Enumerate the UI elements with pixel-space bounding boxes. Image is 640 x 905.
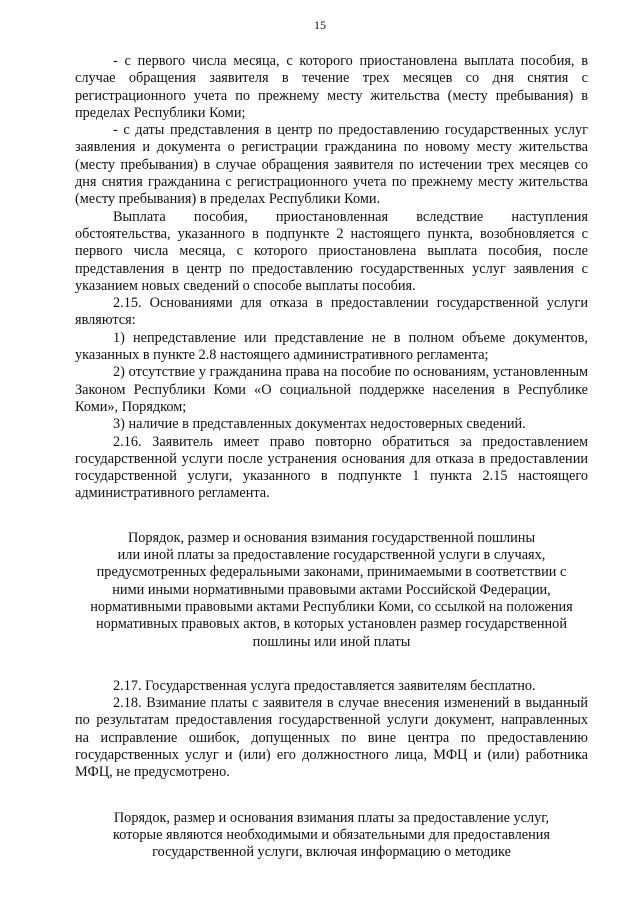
page-number: 15: [314, 18, 326, 32]
document-body: [75, 53, 588, 861]
heading-line: или иной платы за предоставление государственной услуги в случаях,: [117, 547, 546, 564]
heading-line: пошлины или иной платы: [252, 633, 411, 650]
paragraph-2-15-item-3: 3) наличие в представленных документах недостоверных сведений.: [113, 416, 526, 433]
heading-line: нормативными правовыми актами Республики Коми, со ссылкой на положения: [90, 598, 573, 615]
heading-line: Порядок, размер и основания взимания платы за предоставление услуг,: [113, 809, 550, 826]
section-heading-required-services-fee: [75, 810, 588, 862]
section-heading-state-fee: [75, 530, 588, 651]
heading-line: ними иными нормативными правовыми актами Российской Федерации,: [112, 581, 551, 598]
paragraph-payment-resumed: Выплата пособия, приостановленная вследствие наступления обстоятельства, указанного в подпункте 2 настоящего пункта, возобновляется с первого числа месяца, с которого приостановлена выплата пособия, после представления в центр по предоставлению государственных услуг заявления с указанием новых сведений о способе выплаты пособия.: [75, 208, 588, 294]
paragraph-resume-first-day: - с первого числа месяца, с которого приостановлена выплата пособия, в случае обращения заявителя в течение трех месяцев со дня снятия с регистрационного учета по прежнему месту жительства (месту пребывания) в пределах Республики Коми;: [75, 53, 588, 121]
paragraph-2-15-item-2: 2) отсутствие у гражданина права на пособие по основаниям, установленным Законом Республики Коми «О социальной поддержке населения в Республике Коми», Порядком;: [75, 364, 588, 415]
spacer: [75, 651, 588, 678]
heading-line: Порядок, размер и основания взимания государственной пошлины: [127, 529, 536, 546]
heading-line: нормативных правовых актов, в которых установлен размер государственной: [96, 616, 567, 633]
paragraph-2-17: 2.17. Государственная услуга предоставляется заявителям бесплатно.: [113, 677, 536, 694]
spacer: [75, 782, 588, 810]
paragraph-2-15: 2.15. Основаниями для отказа в предоставлении государственной услуги являются:: [75, 295, 588, 329]
paragraph-2-16: 2.16. Заявитель имеет право повторно обратиться за предоставлением государственной услуги после устранения основания для отказа в предоставлении государственной услуги, указанного в подпункте 1 пункта 2.15 настоящего административного регламента.: [75, 433, 588, 502]
spacer: [75, 503, 588, 530]
heading-line: государственной услуги, включая информацию о методике: [152, 844, 511, 861]
paragraph-2-18: 2.18. Взимание платы с заявителя в случае внесения изменений в выданный по результатам предоставления государственной услуги документ, направленных на исправление ошибок, допущенных по вине центра по предоставлению государственных услуг и (или) его должностного лица, МФЦ и (или) работника МФЦ, не предусмотрено.: [75, 695, 588, 781]
heading-line: которые являются необходимыми и обязательными для предоставления: [113, 826, 550, 843]
heading-line: предусмотренных федеральными законами, принимаемыми в соответствии с: [96, 564, 567, 581]
paragraph-resume-from-date: - с даты представления в центр по предоставлению государственных услуг заявления и документа о регистрации гражданина по новому месту жительства (месту пребывания) в случае обращения заявителя по истечении трех месяцев со дня снятия гражданина с регистрационного учета по прежнему месту жительства (месту пребывания) в пределах Республики Коми.: [75, 122, 588, 208]
paragraph-2-15-item-1: 1) непредставление или представление не в полном объеме документов, указанных в пункте 2.8 настоящего административного регламента;: [75, 329, 588, 364]
